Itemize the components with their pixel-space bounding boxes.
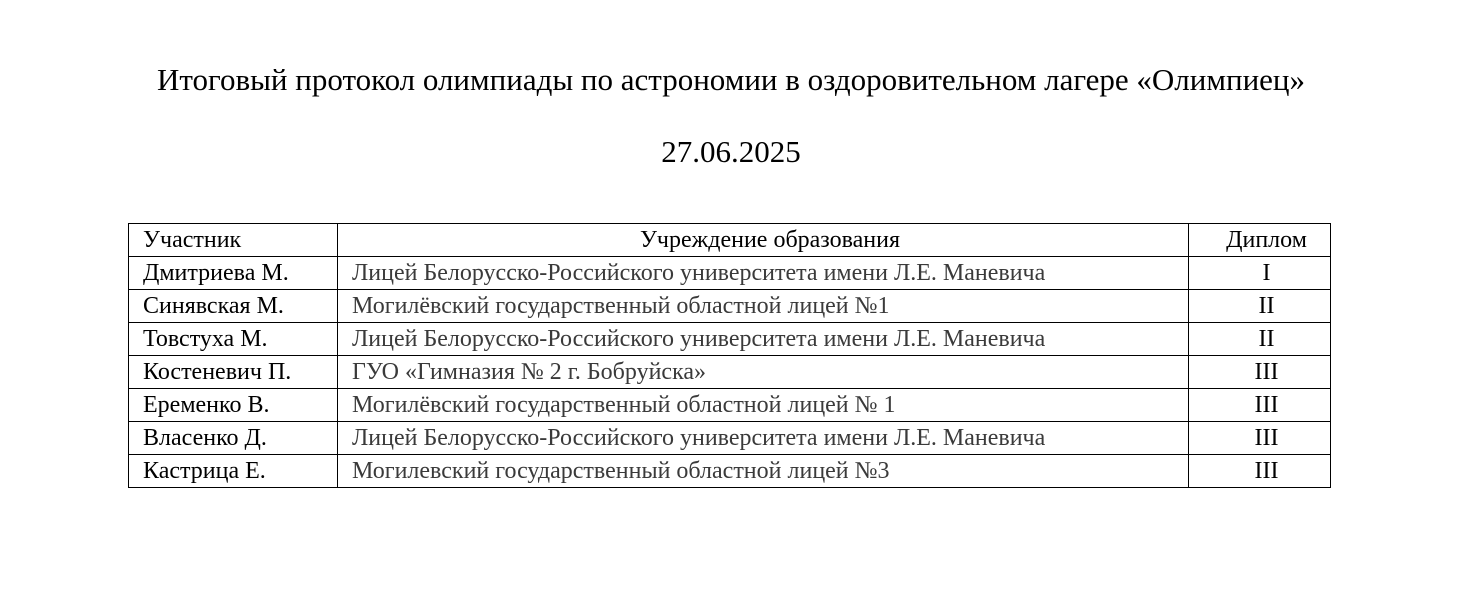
institution-cell: Лицей Белорусско-Российского университета имени Л.Е. Маневича — [338, 257, 1189, 290]
table-header-row — [129, 224, 1331, 257]
participant-cell: Синявская М. — [129, 290, 338, 323]
diploma-cell: II — [1189, 323, 1331, 356]
institution-cell: Могилевский государственный областной лицей №3 — [338, 455, 1189, 488]
diploma-cell: III — [1189, 422, 1331, 455]
diploma-cell: I — [1189, 257, 1331, 290]
header-diploma: Диплом — [1189, 224, 1331, 257]
diploma-cell: II — [1189, 290, 1331, 323]
participant-cell: Костеневич П. — [129, 356, 338, 389]
table-row — [129, 290, 1331, 323]
table-row — [129, 455, 1331, 488]
table-row — [129, 389, 1331, 422]
table-row — [129, 422, 1331, 455]
table-row — [129, 257, 1331, 290]
participant-cell: Власенко Д. — [129, 422, 338, 455]
institution-cell: Могилёвский государственный областной лицей № 1 — [338, 389, 1189, 422]
participant-cell: Дмитриева М. — [129, 257, 338, 290]
institution-cell: Лицей Белорусско-Российского университета имени Л.Е. Маневича — [338, 323, 1189, 356]
table-row — [129, 356, 1331, 389]
document-date: 27.06.2025 — [661, 134, 801, 169]
participant-cell: Кастрица Е. — [129, 455, 338, 488]
participant-cell: Товстуха М. — [129, 323, 338, 356]
institution-cell: Лицей Белорусско-Российского университета имени Л.Е. Маневича — [338, 422, 1189, 455]
header-institution: Учреждение образования — [338, 224, 1189, 257]
results-table — [128, 223, 1331, 488]
document-title: Итоговый протокол олимпиады по астрономии в оздоровительном лагере «Олимпиец» — [156, 62, 1306, 97]
institution-cell: ГУО «Гимназия № 2 г. Бобруйска» — [338, 356, 1189, 389]
diploma-cell: III — [1189, 455, 1331, 488]
table-row — [129, 323, 1331, 356]
diploma-cell: III — [1189, 389, 1331, 422]
institution-cell: Могилёвский государственный областной лицей №1 — [338, 290, 1189, 323]
header-participant: Участник — [129, 224, 338, 257]
diploma-cell: III — [1189, 356, 1331, 389]
participant-cell: Еременко В. — [129, 389, 338, 422]
